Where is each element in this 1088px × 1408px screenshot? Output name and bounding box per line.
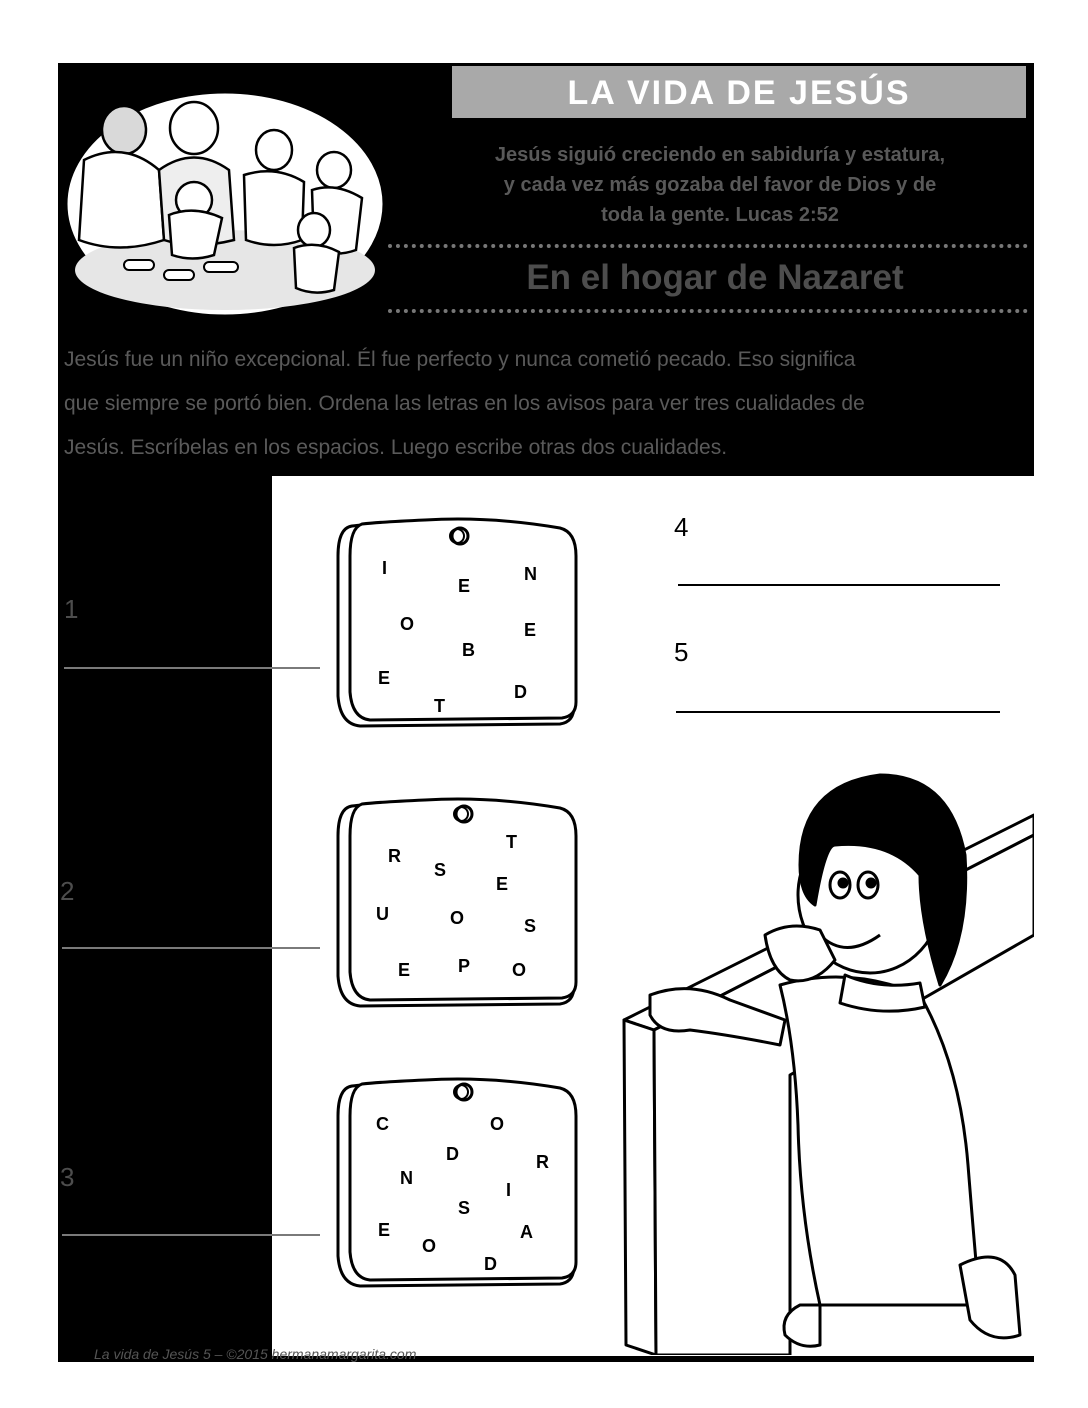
verse-line: Jesús siguió creciendo en sabiduría y estatura, <box>494 144 946 166</box>
sign-letter: P <box>458 956 471 976</box>
sign-letter: R <box>536 1152 549 1172</box>
jesus-teachers-illustration <box>64 90 386 318</box>
sign-letter: E <box>496 874 509 894</box>
sign-letter: E <box>524 620 537 640</box>
sign-letter: E <box>458 576 471 596</box>
sign-letter: I <box>506 1180 512 1200</box>
sign-letter: C <box>376 1114 389 1134</box>
sign-letter: N <box>400 1168 413 1188</box>
lesson-subtitle: En el hogar de Nazaret <box>526 258 904 297</box>
page-title: LA VIDA DE JESÚS <box>567 74 911 112</box>
sign-letter: D <box>484 1254 497 1274</box>
sign-letter: E <box>398 960 411 980</box>
sign-letter: I <box>382 558 388 578</box>
answer-line-2[interactable] <box>62 947 320 949</box>
sign-letter: E <box>378 668 391 688</box>
instructions-line: Jesús fue un niño excepcional. Él fue perfecto y nunca cometió pecado. Eso significa <box>64 348 856 371</box>
sign-letter: O <box>422 1236 437 1256</box>
sign-letter: O <box>400 614 415 634</box>
answer-number-5: 5 <box>674 637 689 667</box>
sign-letter: B <box>462 640 475 660</box>
instructions <box>64 338 1030 470</box>
answer-number-1: 1 <box>64 594 79 624</box>
answer-number-2: 2 <box>60 876 75 906</box>
sign-letter: O <box>450 908 465 928</box>
answer-line-1[interactable] <box>64 667 320 669</box>
sign-letter: S <box>458 1198 471 1218</box>
sign-letter: T <box>434 696 445 716</box>
dotted-divider <box>388 244 1028 248</box>
sign-letter: O <box>490 1114 505 1134</box>
sign-board-icon <box>330 516 580 734</box>
verse-line: y cada vez más gozaba del favor de Dios y de <box>503 174 937 196</box>
scrambled-sign-1 <box>330 516 580 734</box>
sign-letter: O <box>512 960 527 980</box>
dotted-divider <box>388 309 1028 313</box>
sign-board-icon <box>330 796 580 1014</box>
footer-credit: La vida de Jesús 5 – ©2015 hermanamargarita.com <box>94 1346 417 1362</box>
answer-line-5[interactable] <box>676 711 1000 713</box>
scrambled-sign-3 <box>330 1076 580 1294</box>
sign-letter: U <box>376 904 389 924</box>
bible-verse <box>420 140 1020 230</box>
boy-jesus-illustration <box>620 745 1034 1355</box>
sign-letter: N <box>524 564 537 584</box>
sign-letter: T <box>506 832 517 852</box>
answer-number-4: 4 <box>674 512 689 542</box>
answer-line-3[interactable] <box>62 1234 320 1236</box>
answer-number-3: 3 <box>60 1162 75 1192</box>
answer-line-4[interactable] <box>678 584 1000 586</box>
sign-letter: S <box>524 916 537 936</box>
sign-letter: R <box>388 846 401 866</box>
scrambled-sign-2 <box>330 796 580 1014</box>
sign-letter: A <box>520 1222 533 1242</box>
sign-board-icon <box>330 1076 580 1294</box>
sign-letter: D <box>446 1144 459 1164</box>
instructions-line: Jesús. Escríbelas en los espacios. Luego escribe otras dos cualidades. <box>64 436 728 459</box>
sign-letter: S <box>434 860 447 880</box>
verse-line: toda la gente. Lucas 2:52 <box>601 204 839 226</box>
instructions-line: que siempre se portó bien. Ordena las letras en los avisos para ver tres cualidades de <box>64 392 865 415</box>
sign-letter: E <box>378 1220 391 1240</box>
sign-letter: D <box>514 682 527 702</box>
